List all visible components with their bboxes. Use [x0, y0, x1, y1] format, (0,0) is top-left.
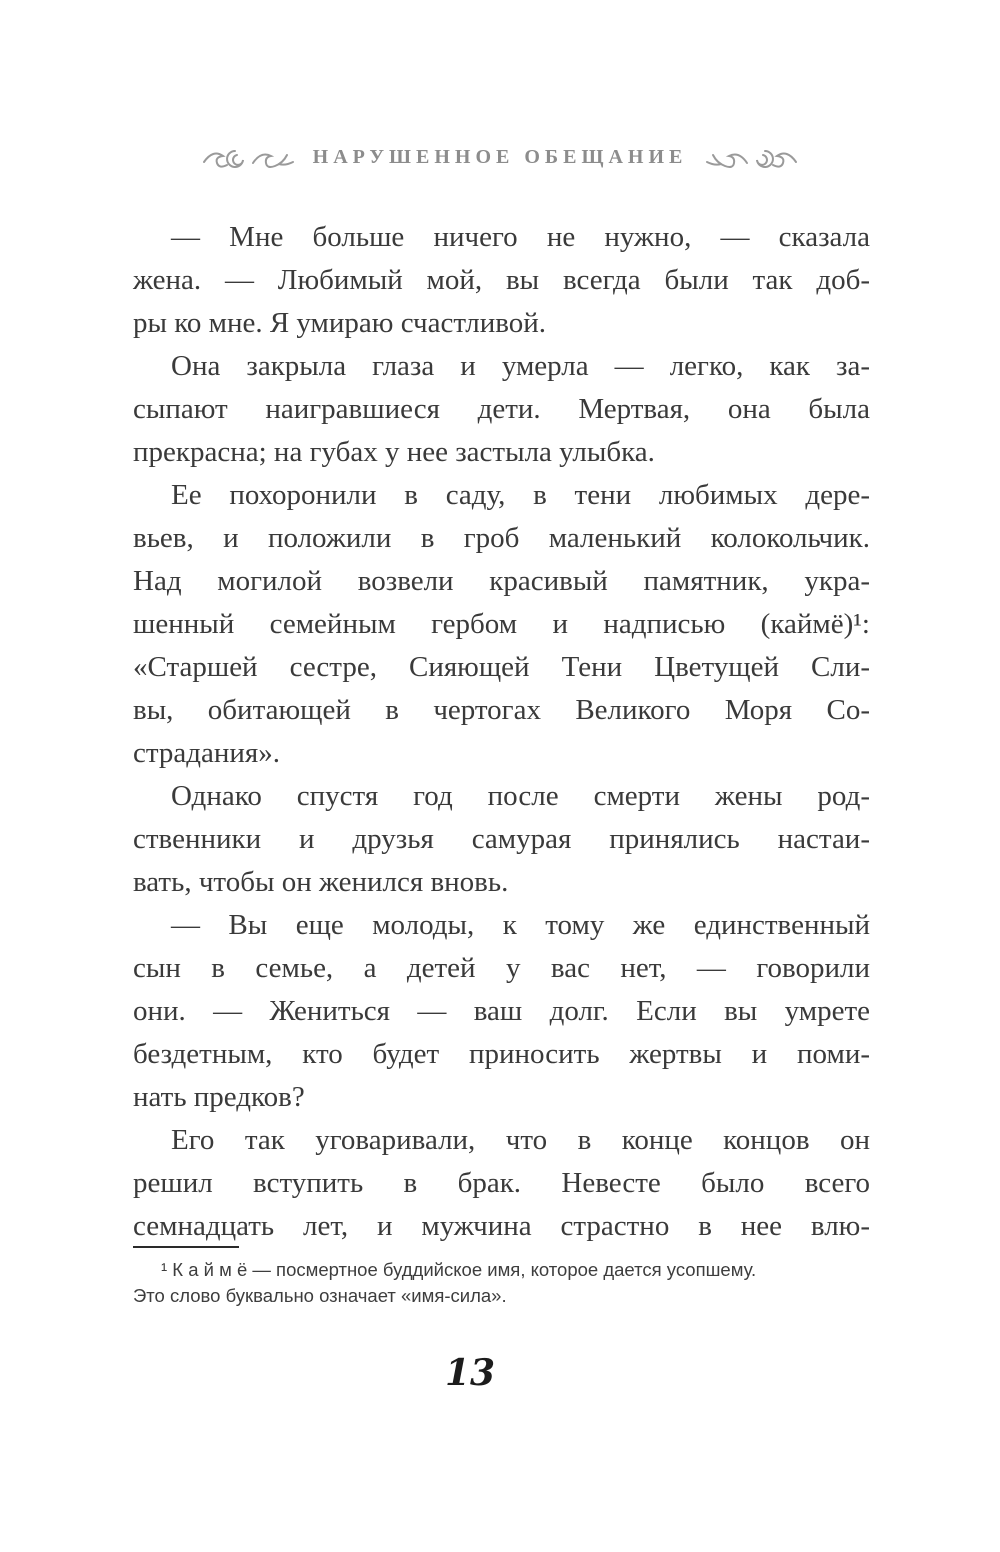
body-text: [133, 216, 870, 1248]
text-line: решил вступить в брак. Невесте было всего: [133, 1167, 870, 1199]
text-line: «Старшей сестре, Сияющей Тени Цветущей Сли-: [133, 651, 870, 683]
page-number: 13: [444, 1352, 496, 1394]
paragraph: [133, 904, 870, 1119]
text-line: Его так уговаривали, что в конце концов он: [171, 1124, 870, 1156]
text-line: вать, чтобы он женился вновь.: [133, 866, 509, 898]
paragraph: [133, 216, 870, 345]
paragraph: [133, 474, 870, 775]
text-line: — Вы еще молоды, к тому же единственный: [171, 909, 870, 941]
text-line: ственники и друзья самурая принялись настаи-: [133, 823, 870, 855]
chapter-title: НАРУШЕННОЕ ОБЕЩАНИЕ: [312, 145, 688, 168]
text-line: прекрасна; на губах у нее застыла улыбка.: [133, 436, 655, 468]
cloud-ornament-right-icon: [703, 142, 799, 172]
footnote: [133, 1246, 870, 1309]
footnote-line: Это слово буквально означает «имя-сила».: [133, 1285, 507, 1306]
text-line: бездетным, кто будет приносить жертвы и поми-: [133, 1038, 870, 1070]
paragraph: [133, 775, 870, 904]
text-line: сыпают наигравшиеся дети. Мертвая, она была: [133, 393, 870, 425]
chapter-header: [0, 142, 1000, 172]
text-line: Она закрыла глаза и умерла — легко, как за-: [171, 350, 870, 382]
text-line: страдания».: [133, 737, 281, 769]
text-line: — Мне больше ничего не нужно, — сказала: [171, 221, 870, 253]
text-line: Однако спустя год после смерти жены род-: [171, 780, 870, 812]
text-line: Ее похоронили в саду, в тени любимых дере-: [171, 479, 870, 511]
text-line: вьев, и положили в гроб маленький колокольчик.: [133, 522, 870, 554]
text-line: они. — Жениться — ваш долг. Если вы умрете: [133, 995, 870, 1027]
text-line: вы, обитающей в чертогах Великого Моря Со-: [133, 694, 870, 726]
text-line: нать предков?: [133, 1081, 305, 1113]
text-line: жена. — Любимый мой, вы всегда были так доб-: [133, 264, 870, 296]
paragraph: [133, 345, 870, 474]
text-line: сын в семье, а детей у вас нет, — говорили: [133, 952, 870, 984]
text-line: ры ко мне. Я умираю счастливой.: [133, 307, 547, 339]
footnote-text: [133, 1257, 870, 1309]
paragraph: [133, 1119, 870, 1248]
text-line: шенный семейным гербом и надписью (каймё)¹:: [133, 608, 870, 640]
footnote-separator: [133, 1246, 239, 1248]
text-line: Над могилой возвели красивый памятник, укра-: [133, 565, 870, 597]
text-line: семнадцать лет, и мужчина страстно в нее влю-: [133, 1210, 870, 1242]
footnote-line: ¹ К а й м ё — посмертное буддийское имя, которое дается усопшему.: [161, 1259, 757, 1280]
cloud-ornament-left-icon: [201, 142, 297, 172]
